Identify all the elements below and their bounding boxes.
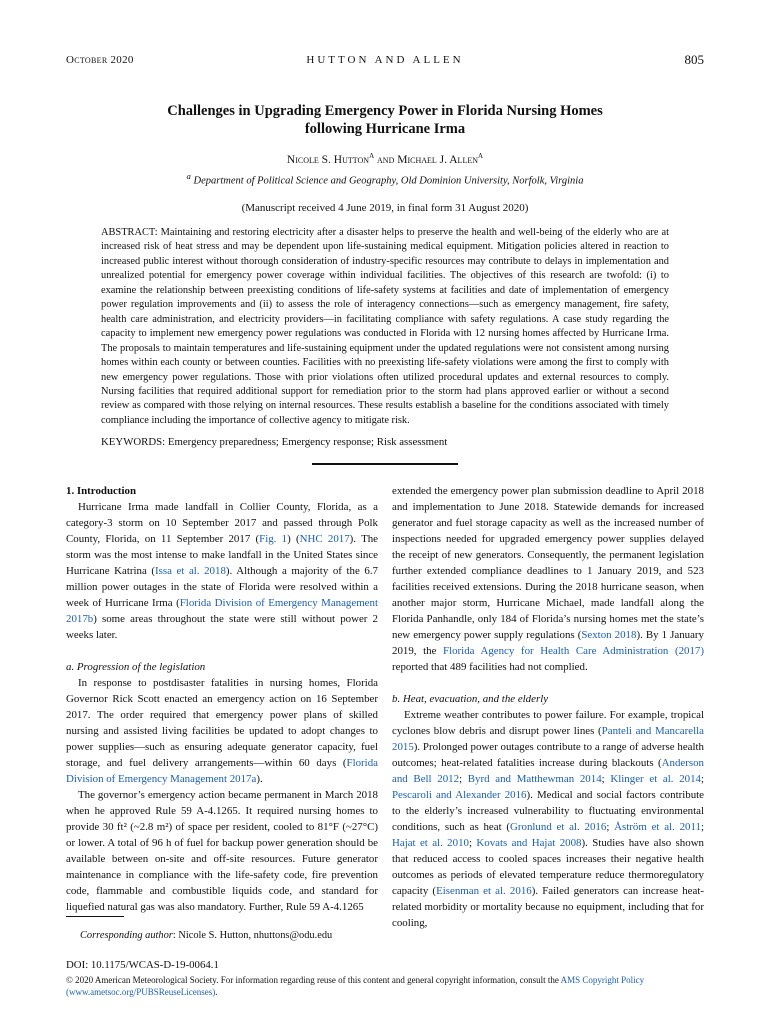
author-1: Nicole S. Hutton [286,153,370,166]
footnote-rule [66,916,124,917]
author-and: and [374,153,398,166]
title-line-1: Challenges in Upgrading Emergency Power in Florida Nursing Homes [167,103,603,119]
copyright-notice: © 2020 American Meteorological Society. For information regarding reuse of this content and general copyright information, consult the AMS Copyright Policy (www.ametsoc.org/PUBSReuseLicenses). [66,975,645,997]
ref-eisenman-2016[interactable]: Eisenman et al. 2016 [436,885,532,897]
author-1-sup: a [369,150,375,161]
affiliation [66,171,704,187]
author-2: Michael J. Allen [397,153,478,166]
ref-klinger-2014[interactable]: Klinger et al. 2014 [610,773,701,785]
ref-fahca-2017[interactable]: Florida Agency for Health Care Administration (2017) [443,645,704,657]
subsection-heading-legislation: a. Progression of the legislation [66,661,206,673]
ref-nhc-2017[interactable]: NHC 2017 [299,533,350,545]
doi: DOI: 10.1175/WCAS-D-19-0064.1 [66,959,219,971]
running-header [66,54,704,70]
ref-astrom-2011[interactable]: Åström et al. 2011 [614,821,701,833]
author-list [66,150,704,166]
running-authors: HUTTON AND ALLEN [306,54,464,66]
title-line-2: following Hurricane Irma [304,121,466,137]
corresponding-author-label: Corresponding author [80,930,173,941]
ref-sexton-2018[interactable]: Sexton 2018 [581,629,637,641]
ref-hajat-2010[interactable]: Hajat et al. 2010 [392,837,469,849]
section-heading-introduction: 1. Introduction [66,485,136,497]
keywords: KEYWORDS: Emergency preparedness; Emergency response; Risk assessment [101,436,448,448]
right-column [392,483,704,931]
left-column [66,483,378,915]
issue-date: October 2020 [66,54,134,66]
continued-paragraph: extended the emergency power plan submission deadline to April 2018 and implementation to June 2018. Statewide demands for increased generator and fuel storage capacity as well as the increased number of inspections needed for upgraded emergency power supplies delayed the receipt of new generators. Consequently, the permanent legislation further extended compliance deadlines to 1 January 2019, and 523 facilities received extensions. During the 2018 hurricane season, when another major storm, Hurricane Michael, made landfall along the Florida Panhandle, only 184 of Florida’s nursing homes met the state’s new emergency power supply regulations (Sexton 2018). By 1 January 2019, the Florida Agency for Health Care Administration (2017) reported that 489 facilities had not complied. [392,485,705,673]
intro-paragraph: Hurricane Irma made landfall in Collier County, Florida, as a category-3 storm on 10 September 2017 and passed through Polk County, Florida, on 11 September 2017 (Fig. 1) (NHC 2017). The storm was the most intense to make landfall in the United States since Hurricane Katrina (Issa et al. 2018). Although a majority of the 6.7 million power outages in the state of Florida were resolved within a week of Hurricane Irma (Florida Division of Emergency Management 2017b) some areas throughout the state were still without power 2 weeks later. [66,501,378,641]
corresponding-author-text: : Nicole S. Hutton, nhuttons@odu.edu [172,930,333,941]
ref-panteli-2015[interactable]: Panteli and Mancarella 2015 [392,725,704,753]
affiliation-text: Department of Political Science and Geography, Old Dominion University, Norfolk, Virginia [190,175,584,187]
fig1-link[interactable]: Fig. 1 [259,533,288,545]
ams-copyright-policy-link[interactable]: AMS Copyright Policy (www.ametsoc.org/PUBSReuseLicenses) [66,975,645,997]
manuscript-dates: (Manuscript received 4 June 2019, in final form 31 August 2020) [241,202,529,214]
ref-gronlund-2016[interactable]: Gronlund et al. 2016 [510,821,607,833]
abstract: ABSTRACT: Maintaining and restoring electricity after a disaster helps to preserve the health and well-being of the elderly who are at increased risk of heat stress and may be dependent upon life-sustaining medical equipment. Mitigation policies altered in reaction to increased public interest without thorough consideration of industry-specific resources may contribute to delays in implementation and unrealized potential for emergency power coverage within individual facilities. The objectives of this research are twofold: (i) to examine the relationship between preexisting conditions of life-safety systems at facilities and date of implementation of emergency power regulation improvements and (ii) to assess the role of interagency connections—such as emergency management, fire safety, health care administration, and electricity providers—in facilitating compliance with safety regulations. A case study regarding the capacity to implement new emergency power regulations was conducted in Florida with 12 nursing homes affected by Hurricane Irma. The proposals to maintain temperatures and life-sustaining equipment under the updated regulations were not consistent among nursing homes within each county or between counties. Facilities with no preexisting life-safety violations were among the first to comply with new emergency power regulations. Those with prior violations often utilized procedural updates and external resources to comply. Nursing facilities that required additional support for remediation prior to the storm had plans approved earlier or without a second review as compared with those relying on internal resources. These results establish a baseline for the conditions associated with timely compliance including the importance of collective agency to mitigate risk. [101,227,669,426]
author-2-sup: a [478,150,484,161]
affiliation-sup: a [186,171,191,181]
section-divider [312,463,458,465]
ref-fdem-2017a[interactable]: Florida Division of Emergency Management 2017a [66,757,378,785]
subsection-heading-heat: b. Heat, evacuation, and the elderly [392,693,549,705]
ref-kovats-2008[interactable]: Kovats and Hajat 2008 [476,837,582,849]
ref-fdem-2017b[interactable]: Florida Division of Emergency Management 2017b [66,597,378,625]
page-number: 805 [684,52,704,67]
legislation-paragraph-2: The governor’s emergency action became permanent in March 2018 when he approved Rule 59 A-4.1265. It required nursing homes to provide 30 ft² (~2.8 m²) of space per resident, cooled to 81°F (~27°C) or lower. A total of 96 h of fuel for backup power generation should be available between on-site and off-site resources. Future generator maintenance in compliance with the life-safety code, fire prevention code, flammable and combustible liquids code, and standard for liquefied natural gas was also mandatory. Further, Rule 59 A-4.1265 [66,789,378,913]
ref-issa-2018[interactable]: Issa et al. 2018 [154,565,226,577]
heat-paragraph: Extreme weather contributes to power failure. For example, tropical cyclones blow debris and disrupt power lines (Panteli and Mancarella 2015). Prolonged power outages contribute to a range of adverse health outcomes; heat-related fatalities increase during blackouts (Anderson and Bell 2012; Byrd and Matthewman 2014; Klinger et al. 2014; Pescaroli and Alexander 2016). Medical and social factors contribute to the elderly’s increased vulnerability to fluctuating environmental conditions, such as heat (Gronlund et al. 2016; Åström et al. 2011; Hajat et al. 2010; Kovats and Hajat 2008). Studies have also shown that reduced access to cooled spaces increases their negative health outcomes as periods of elevated temperature reduce thermoregulatory capacity (Eisenman et al. 2016). Failed generators can increase heat-related morbidity or mortality because no equipment, including that for cooling, [392,709,705,929]
ref-pescaroli-2016[interactable]: Pescaroli and Alexander 2016 [392,789,527,801]
corresponding-author [80,930,332,941]
ref-anderson-2012[interactable]: Anderson and Bell 2012 [392,757,704,785]
ref-byrd-2014[interactable]: Byrd and Matthewman 2014 [467,773,602,785]
paper-title [66,102,704,138]
legislation-paragraph-1: In response to postdisaster fatalities in nursing homes, Florida Governor Rick Scott enacted an emergency action on 16 September 2017. The order required that emergency power plans of skilled nursing and assisted living facilities be updated to adopt changes to power supplies—such as ensuring adequate generator capacity, fuel storage, and fuel delivery arrangements—within 60 days (Florida Division of Emergency Management 2017a). [66,677,378,785]
